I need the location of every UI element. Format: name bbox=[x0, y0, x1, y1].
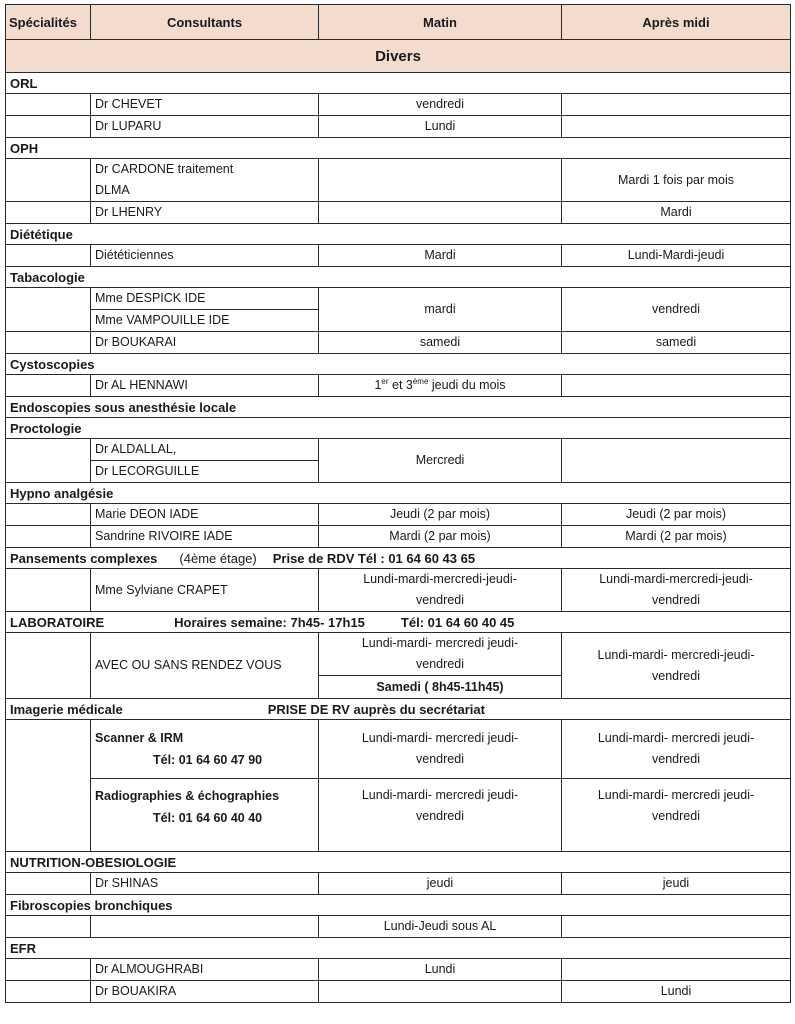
apm-cell: vendredi bbox=[562, 288, 791, 332]
section-pansements bbox=[6, 548, 791, 569]
table-row bbox=[6, 504, 791, 526]
imagerie-rdv: PRISE DE RV auprès du secrétariat bbox=[267, 701, 485, 717]
matin-cell: Lundi-Jeudi sous AL bbox=[319, 916, 562, 938]
section-proctologie bbox=[6, 418, 791, 439]
section-title bbox=[6, 612, 791, 633]
matin-line: vendredi bbox=[416, 809, 464, 823]
spec-cell bbox=[6, 981, 91, 1003]
section-title bbox=[6, 699, 791, 720]
consultant-cell bbox=[91, 159, 319, 202]
apm-line: Lundi-mardi-mercredi-jeudi- bbox=[599, 572, 753, 586]
apm-cell bbox=[562, 916, 791, 938]
divers-title: Divers bbox=[6, 40, 791, 73]
apm-line: vendredi bbox=[652, 752, 700, 766]
spec-cell bbox=[6, 873, 91, 895]
consultant-cell: Dr ALMOUGHRABI bbox=[91, 959, 319, 981]
matin-cell: Lundi bbox=[319, 116, 562, 138]
apm-line: vendredi bbox=[652, 593, 700, 607]
table-row bbox=[6, 633, 791, 699]
consultant-cell: Dr LUPARU bbox=[91, 116, 319, 138]
matin-cell bbox=[319, 375, 562, 397]
spec-cell bbox=[6, 720, 91, 852]
section-title: Cystoscopies bbox=[6, 354, 791, 375]
section-title: Fibroscopies bronchiques bbox=[6, 895, 791, 916]
consultant-phone: Tél: 01 64 60 47 90 bbox=[153, 753, 263, 767]
matin-cell: jeudi bbox=[319, 873, 562, 895]
consultant-cell bbox=[91, 916, 319, 938]
table-row bbox=[6, 916, 791, 938]
schedule-sheet bbox=[5, 4, 790, 1003]
table-row bbox=[6, 873, 791, 895]
etage-label: (4ème étage) bbox=[179, 550, 257, 566]
apm-cell: Jeudi (2 par mois) bbox=[562, 504, 791, 526]
apm-line: vendredi bbox=[652, 668, 700, 683]
consultant-cell: Mme Sylviane CRAPET bbox=[91, 569, 319, 612]
section-title: ORL bbox=[6, 73, 791, 94]
spec-cell bbox=[6, 916, 91, 938]
consultations-table bbox=[5, 4, 791, 1003]
table-row bbox=[6, 720, 791, 779]
consultant-cell: Dr BOUKARAI bbox=[91, 332, 319, 354]
consultant-cell: Dr AL HENNAWI bbox=[91, 375, 319, 397]
apm-cell bbox=[562, 959, 791, 981]
consultant-cell: Dr BOUAKIRA bbox=[91, 981, 319, 1003]
apm-line: Lundi-mardi- mercredi jeudi- bbox=[597, 788, 755, 802]
apm-cell bbox=[562, 569, 791, 612]
matin-text: 1 bbox=[374, 378, 382, 392]
matin-cell: Lundi bbox=[319, 959, 562, 981]
section-hypno bbox=[6, 483, 791, 504]
section-orl bbox=[6, 73, 791, 94]
header-row bbox=[6, 5, 791, 40]
table-row bbox=[6, 202, 791, 224]
consultant-line: Radiographies & échographies bbox=[95, 789, 280, 803]
divers-row bbox=[6, 40, 791, 73]
matin-cell bbox=[319, 720, 562, 779]
matin-line: vendredi bbox=[416, 657, 464, 671]
apm-cell bbox=[562, 116, 791, 138]
table-row bbox=[6, 332, 791, 354]
matin-cell: samedi bbox=[319, 332, 562, 354]
consultant-cell: Dr CHEVET bbox=[91, 94, 319, 116]
section-dietetique bbox=[6, 224, 791, 245]
matin-cell: vendredi bbox=[319, 94, 562, 116]
section-title: Proctologie bbox=[6, 418, 791, 439]
table-row bbox=[6, 959, 791, 981]
matin-cell: Mercredi bbox=[319, 439, 562, 483]
spec-cell bbox=[6, 375, 91, 397]
table-row bbox=[6, 116, 791, 138]
table-row bbox=[6, 569, 791, 612]
apm-cell: Mardi bbox=[562, 202, 791, 224]
matin-line: vendredi bbox=[416, 752, 464, 766]
matin-line: Lundi-mardi- mercredi jeudi- bbox=[361, 731, 519, 745]
table-row bbox=[6, 981, 791, 1003]
spec-cell bbox=[6, 439, 91, 483]
matin-text: jeudi du mois bbox=[428, 378, 506, 392]
consultant-cell: Diététiciennes bbox=[91, 245, 319, 267]
table-row bbox=[6, 439, 791, 461]
section-title: Hypno analgésie bbox=[6, 483, 791, 504]
apm-line: Lundi-mardi- mercredi jeudi- bbox=[597, 731, 755, 745]
consultant-line: Dr CARDONE traitement bbox=[95, 162, 234, 176]
apm-cell: samedi bbox=[562, 332, 791, 354]
consultant-phone: Tél: 01 64 60 40 40 bbox=[153, 811, 263, 825]
apm-cell bbox=[562, 779, 791, 852]
section-label: Pansements complexes bbox=[10, 550, 158, 566]
consultant-cell bbox=[91, 779, 319, 852]
section-oph bbox=[6, 138, 791, 159]
matin-cell bbox=[319, 159, 562, 202]
table-row bbox=[6, 375, 791, 397]
consultant-cell: Dr SHINAS bbox=[91, 873, 319, 895]
apm-cell: Lundi-Mardi-jeudi bbox=[562, 245, 791, 267]
spec-cell bbox=[6, 332, 91, 354]
spec-cell bbox=[6, 245, 91, 267]
section-cystoscopies bbox=[6, 354, 791, 375]
apm-cell bbox=[562, 720, 791, 779]
consultant-cell: AVEC OU SANS RENDEZ VOUS bbox=[91, 633, 319, 699]
matin-cell bbox=[319, 569, 562, 612]
spec-cell bbox=[6, 202, 91, 224]
header-consultants: Consultants bbox=[91, 5, 319, 40]
apm-line: vendredi bbox=[652, 809, 700, 823]
matin-line: Lundi-mardi- mercredi jeudi- bbox=[361, 636, 519, 650]
table-row bbox=[6, 159, 791, 202]
spec-cell bbox=[6, 633, 91, 699]
table-row bbox=[6, 779, 791, 852]
table-row bbox=[6, 526, 791, 548]
header-matin: Matin bbox=[319, 5, 562, 40]
table-row bbox=[6, 288, 791, 310]
consultant-line: Scanner & IRM bbox=[95, 731, 184, 745]
consultant-cell: Dr ALDALLAL, bbox=[91, 439, 319, 461]
consultant-cell: Dr LECORGUILLE bbox=[91, 461, 319, 483]
spec-cell bbox=[6, 959, 91, 981]
spec-cell bbox=[6, 526, 91, 548]
section-title: Diététique bbox=[6, 224, 791, 245]
consultant-cell: Mme VAMPOUILLE IDE bbox=[91, 310, 319, 332]
matin-line: Lundi-mardi-mercredi-jeudi- bbox=[363, 572, 517, 586]
section-laboratoire bbox=[6, 612, 791, 633]
section-title: Endoscopies sous anesthésie locale bbox=[6, 397, 791, 418]
section-endoscopies bbox=[6, 397, 791, 418]
consultant-cell: Sandrine RIVOIRE IADE bbox=[91, 526, 319, 548]
consultant-cell: Marie DEON IADE bbox=[91, 504, 319, 526]
spec-cell bbox=[6, 159, 91, 202]
consultant-cell bbox=[91, 720, 319, 779]
section-label: Imagerie médicale bbox=[10, 701, 123, 717]
section-efr bbox=[6, 938, 791, 959]
matin-cell: mardi bbox=[319, 288, 562, 332]
ordinal-sup: er bbox=[381, 376, 389, 386]
apm-cell bbox=[562, 439, 791, 483]
ordinal-sup: ème bbox=[412, 376, 429, 386]
spec-cell bbox=[6, 94, 91, 116]
matin-cell bbox=[319, 981, 562, 1003]
apm-cell bbox=[562, 94, 791, 116]
lab-hours: Horaires semaine: 7h45- 17h15 bbox=[174, 614, 365, 630]
consultant-cell: Dr LHENRY bbox=[91, 202, 319, 224]
header-apres-midi: Après midi bbox=[562, 5, 791, 40]
spec-cell bbox=[6, 116, 91, 138]
matin-line: Lundi-mardi- mercredi jeudi- bbox=[361, 788, 519, 802]
spec-cell bbox=[6, 504, 91, 526]
matin-saturday: Samedi ( 8h45-11h45) bbox=[319, 675, 561, 698]
spec-cell bbox=[6, 288, 91, 332]
matin-line: vendredi bbox=[416, 593, 464, 607]
apm-cell bbox=[562, 633, 791, 699]
section-nutrition bbox=[6, 852, 791, 873]
section-title: EFR bbox=[6, 938, 791, 959]
matin-cell: Mardi bbox=[319, 245, 562, 267]
section-imagerie bbox=[6, 699, 791, 720]
section-label: LABORATOIRE bbox=[10, 614, 105, 630]
matin-cell bbox=[319, 202, 562, 224]
apm-cell: Lundi bbox=[562, 981, 791, 1003]
apm-cell bbox=[562, 375, 791, 397]
matin-cell: Jeudi (2 par mois) bbox=[319, 504, 562, 526]
matin-text: et 3 bbox=[388, 378, 413, 392]
apm-line: Lundi-mardi- mercredi-jeudi- bbox=[597, 647, 755, 662]
section-tabacologie bbox=[6, 267, 791, 288]
section-title: OPH bbox=[6, 138, 791, 159]
section-title: Tabacologie bbox=[6, 267, 791, 288]
consultant-line: DLMA bbox=[95, 183, 130, 197]
section-title bbox=[6, 548, 791, 569]
table-row bbox=[6, 94, 791, 116]
spec-cell bbox=[6, 569, 91, 612]
table-row bbox=[6, 245, 791, 267]
header-specialites: Spécialités bbox=[6, 5, 91, 40]
matin-cell: Mardi (2 par mois) bbox=[319, 526, 562, 548]
apm-cell: jeudi bbox=[562, 873, 791, 895]
apm-cell: Mardi (2 par mois) bbox=[562, 526, 791, 548]
consultant-cell: Mme DESPICK IDE bbox=[91, 288, 319, 310]
rdv-phone: Prise de RDV Tél : 01 64 60 43 65 bbox=[272, 550, 476, 566]
section-title: NUTRITION-OBESIOLOGIE bbox=[6, 852, 791, 873]
matin-cell bbox=[319, 779, 562, 852]
section-fibroscopies bbox=[6, 895, 791, 916]
apm-cell: Mardi 1 fois par mois bbox=[562, 159, 791, 202]
lab-phone: Tél: 01 64 60 40 45 bbox=[400, 614, 515, 630]
matin-cell bbox=[319, 633, 562, 699]
